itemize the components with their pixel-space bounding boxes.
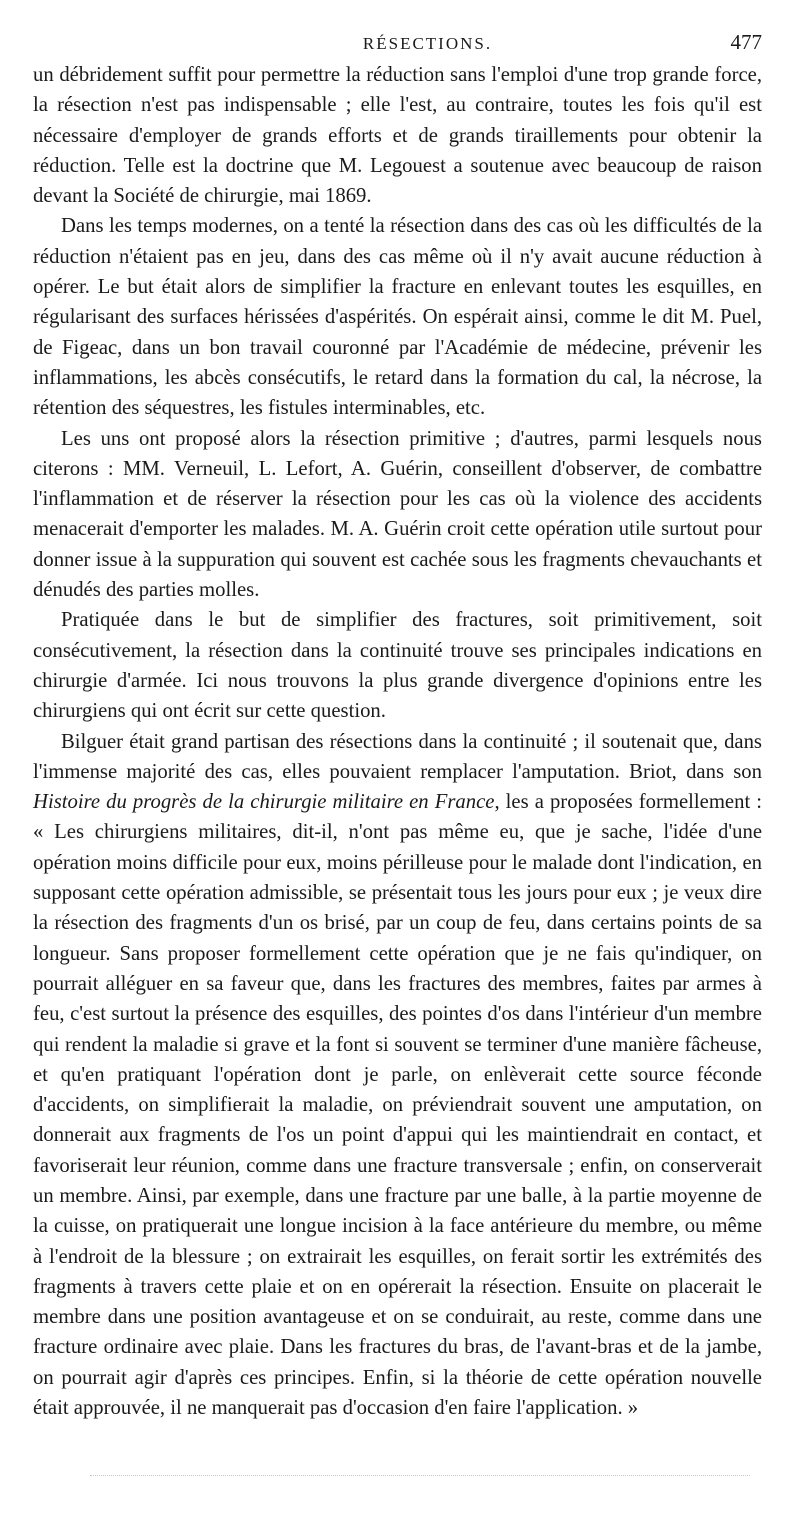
paragraph-text: , les a proposées formellement : « Les chirurgiens militaires, dit-il, n'ont pas même eu, que je sache, l'idée d'une opération moins difficile pour eux, moins périlleuse pour le malade dont l'indication, en supposant cette opération admissible, se présentait tous les jours pour eux ; je veux dire la résection des fragments d'un os brisé, par un coup de feu, dans certains points de sa longueur. Sans proposer formellement cette opération que je ne fais qu'indiquer, on pourrait alléguer en sa faveur que, dans les fractures des membres, faites par armes à feu, c'est surtout la présence des esquilles, des pointes d'os dans l'intérieur d'un membre qui rendent la maladie si grave et la font si souvent se terminer d'une manière fâcheuse, et qu'en pratiquant l'opération dont je parle, on enlèverait cette source féconde d'accidents, on simplifierait la maladie, on préviendrait souvent une amputation, on donnerait aux fragments de l'os un point d'appui qui les maintiendrait en contact, et favoriserait leur réunion, comme dans une fracture transversale ; enfin, on conserverait un membre. Ainsi, par exemple, dans une fracture par une balle, à la partie moyenne de la cuisse, on pratiquerait une longue incision à la face antérieure du membre, ou même à l'endroit de la blessure ; on extrairait les esquilles, on ferait sortir les extrémités des fragments à travers cette plaie et on en opérerait la résection. Ensuite on placerait le membre dans une position avantageuse et on se conduirait, au reste, comme dans une fracture ordinaire avec plaie. Dans les fractures du bras, de l'avant-bras et de la jambe, on pourrait agir d'après ces principes. Enfin, si la théorie de cette opération nouvelle était approuvée, il ne manquerait pas d'occasion d'en faire l'application. » (33, 791, 763, 1420)
running-title: RÉSECTIONS. (362, 34, 493, 53)
paragraph-4 (33, 605, 762, 726)
paragraph-2 (33, 211, 762, 423)
footer-dotted-line (90, 1475, 750, 1476)
paragraph-3 (33, 424, 762, 606)
paragraph-text: Les uns ont proposé alors la résection primitive ; d'autres, parmi lesquels nous citerons : MM. Verneuil, L. Lefort, A. Guérin, conseillent d'observer, de combattre l'inflammation et de réserver la résection pour les cas où la violence des accidents menacerait d'emporter les malades. M. A. Guérin croit cette opération utile surtout pour donner issue à la suppuration qui souvent est cachée sous les fragments chevauchants et dénudés des parties molles. (33, 427, 762, 602)
paragraph-text: Dans les temps modernes, on a tenté la résection dans des cas où les difficultés de la réduction n'étaient pas en jeu, dans des cas même où il n'y avait aucune réduction à opérer. Le but était alors de simplifier la fracture en enlevant toutes les esquilles, en régularisant des surfaces hérissées d'aspérités. On espérait ainsi, comme le dit M. Puel, de Figeac, dans un bon travail couronné par l'Académie de médecine, prévenir les inflammations, les abcès consécutifs, le retard dans la formation du cal, la nécrose, la rétention des séquestres, les fistules interminables, etc. (33, 215, 762, 420)
paragraph-text: un débridement suffit pour permettre la réduction sans l'emploi d'une trop grande force, la résection n'est pas indispensable ; elle l'est, au contraire, toutes les fois qu'il est nécessaire d'employer de grands efforts et de grands tiraillements pour obtenir la réduction. Telle est la doctrine que M. Legouest a soutenue avec beaucoup de raison devant la Société de chirurgie, mai 1869. (33, 64, 762, 208)
book-title-italic: Histoire du progrès de la chirurgie militaire en France (33, 791, 495, 814)
paragraph-text: Pratiquée dans le but de simplifier des fractures, soit primitivement, soit consécutivement, la résection dans la continuité trouve ses principales indications en chirurgie d'armée. Ici nous trouvons la plus grande divergence d'opinions entre les chirurgiens qui ont écrit sur cette question. (33, 609, 762, 723)
paragraph-1 (33, 60, 762, 211)
paragraph-text: Bilguer était grand partisan des résections dans la continuité ; il soutenait que, dans l'immense majorité des cas, elles pouvaient remplacer l'amputation. Briot, dans son (33, 730, 762, 783)
body-text (33, 60, 762, 1423)
page-number: 477 (730, 30, 762, 54)
running-head (33, 26, 762, 60)
paragraph-5 (33, 727, 762, 1424)
